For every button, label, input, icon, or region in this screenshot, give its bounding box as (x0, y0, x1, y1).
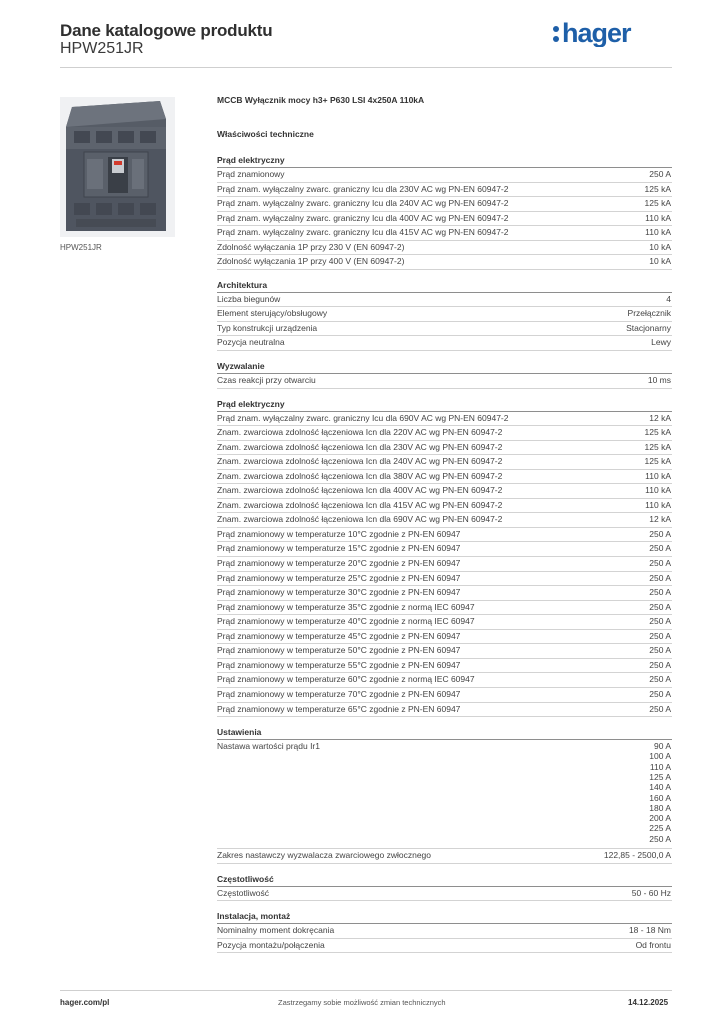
spec-value: Od frontu (635, 939, 671, 950)
spec-label: Prąd znamionowy w temperaturze 25°C zgodnie z PN-EN 60947 (217, 572, 461, 583)
spec-row (217, 499, 672, 514)
spec-label: Liczba biegunów (217, 293, 281, 304)
spec-value: 110 kA (645, 227, 671, 238)
spec-value: 250 A (649, 558, 671, 569)
spec-value: 12 kA (649, 412, 671, 423)
page-header (60, 20, 672, 68)
spec-value-list (649, 741, 671, 844)
spec-row (217, 412, 672, 427)
footer-disclaimer: Zastrzegamy sobie możliwość zmian technicznych (278, 998, 446, 1007)
spec-label: Znam. zwarciowa zdolność łączeniowa Icn dla 400V AC wg PN-EN 60947-2 (217, 485, 503, 496)
spec-label: Prąd znamionowy w temperaturze 65°C zgodnie z PN-EN 60947 (217, 703, 461, 714)
product-name: MCCB Wyłącznik mocy h3+ P630 LSI 4x250A 110kA (217, 95, 425, 105)
spec-value: 250 A (649, 528, 671, 539)
spec-label: Zdolność wyłączania 1P przy 230 V (EN 60947-2) (217, 241, 405, 252)
spec-value: 10 kA (649, 241, 671, 252)
section-title: Architektura (217, 279, 672, 293)
spec-value: 125 kA (644, 427, 671, 438)
spec-row (217, 644, 672, 659)
spec-value: 110 kA (645, 499, 671, 510)
spec-value: 18 - 18 Nm (628, 925, 671, 936)
spec-row (217, 197, 672, 212)
spec-value: Lewy (651, 337, 671, 348)
spec-value: 250 A (649, 703, 671, 714)
spec-value: 125 kA (644, 441, 671, 452)
spec-value: 125 kA (644, 456, 671, 467)
spec-label: Prąd znam. wyłączalny zwarc. graniczny Icu dla 415V AC wg PN-EN 60947-2 (217, 227, 509, 238)
footer-divider (60, 990, 672, 991)
spec-value: 110 kA (645, 470, 671, 481)
spec-label: Prąd znamionowy w temperaturze 60°C zgodnie z normą IEC 60947 (217, 674, 475, 685)
spec-value: 250 A (649, 169, 671, 179)
spec-row (217, 740, 672, 849)
spec-row (217, 426, 672, 441)
spec-row (217, 849, 672, 864)
spec-row (217, 168, 672, 183)
spec-label: Czas reakcji przy otwarciu (217, 375, 316, 386)
spec-value: 250 A (649, 543, 671, 554)
spec-row (217, 528, 672, 543)
spec-label: Prąd znamionowy w temperaturze 35°C zgodnie z normą IEC 60947 (217, 601, 475, 612)
spec-label: Nominalny moment dokręcania (217, 925, 335, 936)
spec-row (217, 939, 672, 954)
spec-value: 250 A (649, 587, 671, 598)
spec-value: 90 A (653, 741, 671, 752)
spec-value: 180 A (649, 802, 671, 813)
spec-label: Znam. zwarciowa zdolność łączeniowa Icn dla 380V AC wg PN-EN 60947-2 (217, 470, 503, 481)
spec-row (217, 322, 672, 337)
spec-value: 250 A (649, 601, 671, 612)
spec-row (217, 924, 672, 939)
spec-row (217, 212, 672, 227)
spec-row (217, 441, 672, 456)
logo-wordmark: hager (562, 19, 631, 47)
spec-row (217, 572, 672, 587)
footer-date: 14.12.2025 (628, 998, 669, 1007)
section-title: Prąd elektryczny (217, 398, 672, 412)
spec-row (217, 307, 672, 322)
spec-value: 250 A (649, 688, 671, 699)
spec-value: 140 A (649, 782, 671, 793)
spec-label: Znam. zwarciowa zdolność łączeniowa Icn dla 220V AC wg PN-EN 60947-2 (217, 427, 503, 438)
spec-value: Przełącznik (627, 308, 671, 319)
spec-label: Prąd znamionowy w temperaturze 70°C zgodnie z PN-EN 60947 (217, 688, 461, 699)
spec-value: 250 A (649, 659, 671, 670)
spec-label: Znam. zwarciowa zdolność łączeniowa Icn dla 415V AC wg PN-EN 60947-2 (217, 499, 503, 510)
page-subtitle: HPW251JR (60, 40, 144, 57)
header-divider (60, 67, 672, 68)
spec-label: Prąd znamionowy w temperaturze 20°C zgodnie z PN-EN 60947 (217, 558, 461, 569)
spec-value: 10 ms (647, 375, 671, 386)
spec-label: Prąd znamionowy w temperaturze 50°C zgodnie z PN-EN 60947 (217, 645, 461, 656)
section-title: Wyzwalanie (217, 360, 672, 374)
spec-row (217, 659, 672, 674)
spec-label: Prąd znam. wyłączalny zwarc. graniczny Icu dla 400V AC wg PN-EN 60947-2 (217, 212, 509, 223)
spec-row (217, 484, 672, 499)
spec-label: Prąd znam. wyłączalny zwarc. graniczny Icu dla 230V AC wg PN-EN 60947-2 (217, 183, 509, 194)
spec-value: 225 A (649, 823, 671, 834)
spec-row (217, 887, 672, 902)
spec-row (217, 470, 672, 485)
spec-row (217, 542, 672, 557)
spec-value: 12 kA (649, 514, 671, 525)
spec-label: Typ konstrukcji urządzenia (217, 322, 318, 333)
spec-label: Element sterujący/obsługowy (217, 308, 328, 319)
spec-row (217, 557, 672, 572)
spec-row (217, 513, 672, 528)
section-title: Instalacja, montaż (217, 910, 672, 924)
spec-label: Zakres nastawczy wyzwalacza zwarciowego zwłocznego (217, 850, 431, 861)
spec-value: 125 kA (644, 183, 671, 194)
spec-value: 125 A (649, 771, 671, 782)
spec-row (217, 241, 672, 256)
spec-label: Prąd znamionowy w temperaturze 55°C zgodnie z PN-EN 60947 (217, 659, 461, 670)
technical-properties-heading: Właściwości techniczne (217, 129, 314, 139)
spec-row (217, 455, 672, 470)
spec-label: Prąd znam. wyłączalny zwarc. graniczny Icu dla 690V AC wg PN-EN 60947-2 (217, 412, 509, 423)
spec-value: 250 A (649, 572, 671, 583)
spec-label: Prąd znamionowy w temperaturze 45°C zgodnie z PN-EN 60947 (217, 630, 461, 641)
section-title: Ustawienia (217, 726, 672, 740)
spec-value: 250 A (649, 674, 671, 685)
section-title: Prąd elektryczny (217, 154, 672, 168)
spec-value: 250 A (649, 616, 671, 627)
spec-label: Prąd znamionowy w temperaturze 40°C zgodnie z normą IEC 60947 (217, 616, 475, 627)
page-title: Dane katalogowe produktu (60, 21, 273, 40)
spec-row (217, 336, 672, 351)
spec-row (217, 293, 672, 308)
spec-value: 125 kA (644, 198, 671, 209)
spec-label: Pozycja neutralna (217, 337, 285, 348)
spec-row (217, 673, 672, 688)
spec-row (217, 374, 672, 389)
spec-value: 110 kA (645, 485, 671, 496)
spec-label: Częstotliwość (217, 887, 269, 898)
spec-row (217, 226, 672, 241)
spec-sections (217, 140, 672, 953)
spec-row (217, 688, 672, 703)
product-data (217, 94, 672, 953)
spec-value: Stacjonarny (626, 322, 671, 333)
spec-row (217, 615, 672, 630)
spec-row (217, 255, 672, 270)
product-image-caption: HPW251JR (60, 243, 102, 252)
spec-value: 50 - 60 Hz (631, 887, 671, 898)
spec-label: Pozycja montażu/połączenia (217, 939, 325, 950)
product-image (60, 97, 175, 237)
spec-value: 110 kA (645, 212, 671, 223)
spec-value: 10 kA (649, 256, 671, 267)
spec-value: 4 (666, 293, 671, 304)
spec-label: Prąd znamionowy w temperaturze 15°C zgodnie z PN-EN 60947 (217, 543, 461, 554)
spec-row (217, 183, 672, 198)
spec-value: 250 A (649, 630, 671, 641)
spec-value: 100 A (649, 751, 671, 762)
spec-label: Znam. zwarciowa zdolność łączeniowa Icn dla 240V AC wg PN-EN 60947-2 (217, 456, 503, 467)
spec-label: Prąd znamionowy (217, 169, 285, 179)
spec-value: 110 A (649, 761, 671, 772)
spec-row (217, 630, 672, 645)
spec-label: Znam. zwarciowa zdolność łączeniowa Icn dla 230V AC wg PN-EN 60947-2 (217, 441, 503, 452)
spec-row (217, 586, 672, 601)
spec-value: 160 A (649, 792, 671, 803)
spec-row (217, 601, 672, 616)
spec-label: Nastawa wartości prądu Ir1 (217, 741, 320, 752)
spec-label: Prąd znamionowy w temperaturze 30°C zgodnie z PN-EN 60947 (217, 587, 461, 598)
spec-label: Prąd znam. wyłączalny zwarc. graniczny Icu dla 240V AC wg PN-EN 60947-2 (217, 198, 509, 209)
spec-value: 200 A (649, 813, 671, 824)
spec-value: 122,85 - 2500,0 A (603, 850, 671, 861)
spec-row (217, 703, 672, 718)
spec-value: 250 A (649, 833, 671, 844)
spec-label: Znam. zwarciowa zdolność łączeniowa Icn dla 690V AC wg PN-EN 60947-2 (217, 514, 503, 525)
spec-value: 250 A (649, 645, 671, 656)
footer-website: hager.com/pl (60, 998, 110, 1007)
section-title: Częstotliwość (217, 873, 672, 887)
spec-label: Zdolność wyłączania 1P przy 400 V (EN 60947-2) (217, 256, 405, 267)
hager-logo (552, 19, 672, 47)
spec-label: Prąd znamionowy w temperaturze 10°C zgodnie z PN-EN 60947 (217, 528, 461, 539)
